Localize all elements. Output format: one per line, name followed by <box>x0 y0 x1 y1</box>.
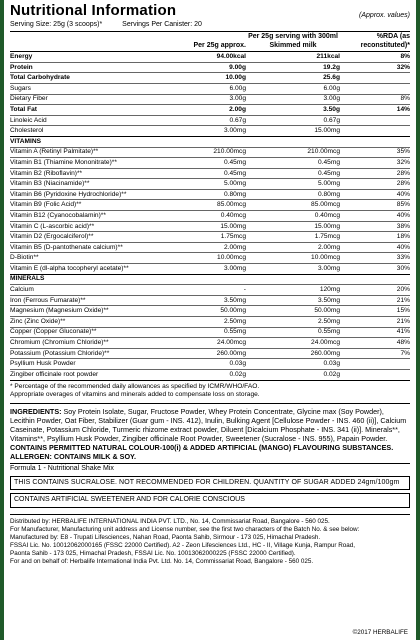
per25-milk-value: 24.00mcg <box>311 339 340 347</box>
rda-value: 7% <box>400 349 410 357</box>
per25-value: 15.00mg <box>220 222 246 230</box>
per25-value: 0.45mg <box>224 169 246 177</box>
per25-value: 3.00mg <box>224 264 246 272</box>
nutrient-name: Vitamin D2 (Ergocalciferol)** <box>10 233 94 241</box>
rda-value: 8% <box>400 95 410 103</box>
rda-value: 33% <box>396 254 410 262</box>
distributor-info <box>10 514 410 567</box>
per25-value: 0.03g <box>229 360 246 368</box>
nutrient-row <box>10 95 410 106</box>
per25-milk-value: 19.2g <box>323 63 340 71</box>
per25-value: 0.45mg <box>224 158 246 166</box>
distributor-line: For Manufacturer, Manufacturing unit address and License number, see the first two characters of the Batch No. & see below: <box>10 525 360 533</box>
rda-value: 18% <box>396 233 410 241</box>
per25-value: 9.00g <box>229 63 246 71</box>
nutrient-name: Iron (Ferrous Fumarate)** <box>10 296 86 304</box>
per25-value: 0.55mg <box>224 328 246 336</box>
nutrient-name: Vitamin B9 (Folic Acid)** <box>10 201 82 209</box>
nutrient-row <box>10 317 410 328</box>
per25-milk-value: 25.6g <box>323 74 340 82</box>
label-header <box>4 0 416 29</box>
nutrient-row <box>10 328 410 339</box>
nutrient-name: Linoleic Acid <box>10 116 47 124</box>
nutrient-name: Protein <box>10 63 33 71</box>
rda-value: 35% <box>396 148 410 156</box>
per25-value: 6.00g <box>229 84 246 92</box>
rda-value: 15% <box>396 307 410 315</box>
per25-milk-value: 211kcal <box>316 53 340 61</box>
serving-info <box>10 20 410 29</box>
nutrient-name: Zinc (Zinc Oxide)** <box>10 317 66 325</box>
nutrient-row <box>10 190 410 201</box>
label-title: Nutritional Information <box>10 2 177 19</box>
col-per25: Per 25g approx. <box>193 41 246 49</box>
per25-milk-value: 0.55mg <box>318 328 340 336</box>
ingredients-label: INGREDIENTS: <box>10 407 62 417</box>
per25-value: 10.00g <box>225 74 246 82</box>
rda-value: 32% <box>396 158 410 166</box>
per25-milk-value: 3.50mg <box>318 296 340 304</box>
per25-value: 3.50mg <box>224 296 246 304</box>
nutrient-name: Vitamin C (L-ascorbic acid)** <box>10 222 95 230</box>
per25-milk-value: 1.75mcg <box>314 233 340 241</box>
nutrient-row <box>10 253 410 264</box>
servings-per-canister: Servings Per Canister: 20 <box>122 21 202 28</box>
nutrient-row <box>10 306 410 317</box>
per25-value: 0.40mcg <box>220 211 246 219</box>
per25-value: 1.75mcg <box>220 233 246 241</box>
nutrient-name: Psyllium Husk Powder <box>10 360 76 368</box>
nutrient-name: Vitamin E (dl-alpha tocopheryl acetate)** <box>10 264 129 272</box>
nutrient-row <box>10 52 410 63</box>
per25-value: 0.02g <box>229 370 246 378</box>
per25-value: - <box>243 286 246 294</box>
nutrient-name: Potassium (Potassium Chloride)** <box>10 349 110 357</box>
per25-milk-value: 5.00mg <box>318 180 340 188</box>
nutrient-row <box>10 211 410 222</box>
nutrient-name: Zingiber officinale root powder <box>10 370 99 378</box>
col-per25-milk: Per 25g serving with 300ml Skimmed milk <box>248 33 338 49</box>
nutrient-row <box>10 285 410 296</box>
per25-value: 5.00mg <box>224 180 246 188</box>
formula-name: Formula 1 - Nutritional Shake Mix <box>10 463 410 473</box>
per25-value: 210.00mcg <box>213 148 246 156</box>
per25-milk-value: 120mg <box>319 286 340 294</box>
nutrient-name: Vitamin A (Retinyl Palmitate)** <box>10 148 99 156</box>
per25-milk-value: 0.02g <box>323 370 340 378</box>
column-headers <box>10 31 410 50</box>
nutrient-row <box>10 84 410 95</box>
nutrient-name: MINERALS <box>10 275 45 283</box>
rda-value: 41% <box>396 328 410 336</box>
nutrient-name: Vitamin B1 (Thiamine Mononitrate)** <box>10 158 117 166</box>
rda-value: 38% <box>396 222 410 230</box>
nutrient-name: Calcium <box>10 286 34 294</box>
nutrient-name: Cholesterol <box>10 127 44 135</box>
per25-value: 3.00mg <box>224 127 246 135</box>
per25-milk-value: 15.00mg <box>314 222 340 230</box>
nutrient-name: Vitamin B12 (Cyanocobalamin)** <box>10 211 106 219</box>
nutrient-row <box>10 222 410 233</box>
distributor-line: For and on behalf of: Herbalife International India Pvt. Ltd. No. 14, Commissariat Road, Bangalore - 560 025. <box>10 558 314 566</box>
per25-value: 0.67g <box>229 116 246 124</box>
per25-milk-value: 0.80mg <box>318 190 340 198</box>
per25-milk-value: 0.45mg <box>318 169 340 177</box>
per25-milk-value: 0.67g <box>323 116 340 124</box>
serving-size: Serving Size: 25g (3 scoops)* <box>10 21 103 28</box>
per25-milk-value: 85.00mcg <box>311 201 340 209</box>
rda-value: 28% <box>396 169 410 177</box>
nutrient-name: Vitamin B3 (Niacinamide)** <box>10 180 90 188</box>
nutrient-row <box>10 232 410 243</box>
per25-milk-value: 260.00mg <box>310 349 340 357</box>
nutrient-name: Dietary Fiber <box>10 95 48 103</box>
per25-value: 2.00g <box>229 105 246 113</box>
per25-milk-value: 2.00mg <box>318 243 340 251</box>
nutrient-name: Vitamin B2 (Riboflavin)** <box>10 169 83 177</box>
nutrient-name: D-Biotin** <box>10 254 39 262</box>
per25-milk-value: 15.00mg <box>314 127 340 135</box>
section-header <box>10 137 410 148</box>
per25-milk-value: 3.00mg <box>318 264 340 272</box>
per25-milk-value: 210.00mcg <box>307 148 340 156</box>
rda-value: 40% <box>396 243 410 251</box>
rda-value: 8% <box>400 53 410 61</box>
nutrient-row <box>10 179 410 190</box>
nutrient-row <box>10 105 410 116</box>
per25-value: 10.00mcg <box>217 254 246 262</box>
per25-value: 2.50mg <box>224 317 246 325</box>
per25-value: 2.00mg <box>224 243 246 251</box>
per25-value: 0.80mg <box>224 190 246 198</box>
nutrient-row <box>10 370 410 381</box>
nutrient-row <box>10 73 410 84</box>
nutrient-row <box>10 158 410 169</box>
nutrient-row <box>10 243 410 254</box>
ingredients-bold-note: CONTAINS PERMITTED NATURAL COLOUR-100(i) & ADDED ARTIFICIAL (MANGO) FLAVOURING SUBSTANCES. ALLERGEN: CONTAINS MILK & SOY. <box>10 443 394 462</box>
distributor-line: FSSAI Lic. No. 10012062000165 (FSSC 22000 Certified). A2 - Zeon Lifesciences Ltd., HC - II, Village Kunja, Rampur Road, <box>10 542 355 550</box>
distributor-line: Manufactured by: E8 - Trupati Lifesciences, Nahan Road, Paonta Sahib, Sirmour - 173 025, Himachal Pradesh. <box>10 533 321 541</box>
section-header <box>10 275 410 286</box>
rda-value: 14% <box>396 105 410 113</box>
nutrient-name: Total Carbohydrate <box>10 74 70 82</box>
rda-value: 32% <box>396 63 410 71</box>
ingredients-text: Soy Protein Isolate, Sugar, Fructose Powder, Whey Protein Concentrate, Glycine max (Soy Powder), Lecithin Powder, Oat Fiber, Stabilizer (Guar gum - INS. 412), Inulin, Bulking Agent [Cellulose Powder - INS. 460 (ii)], Calcium Caseinate, Potassium Chloride, Turmeric rhizome extract powder, Diluent [Dicalcium Phosphate - INS. 341 (ii)]. Minerals**, Vitamins**, Psyllium Husk Powder, Zingiber officinale Root Powder, Sweetener (Sucralose - INS. 955), Papain Powder. <box>10 407 407 444</box>
nutrient-name: Sugars <box>10 84 31 92</box>
nutrient-name: Copper (Copper Gluconate)** <box>10 328 97 336</box>
nutrient-row <box>10 200 410 211</box>
distributor-line: Distributed by: HERBALIFE INTERNATIONAL INDIA PVT. LTD., No. 14, Commissariat Road, Bangalore - 560 025. <box>10 517 330 525</box>
sweetener-warning: CONTAINS ARTIFICIAL SWEETENER AND FOR CALORIE CONSCIOUS <box>10 493 410 507</box>
nutrient-row <box>10 63 410 74</box>
per25-value: 260.00mg <box>216 349 246 357</box>
nutrient-row <box>10 264 410 275</box>
footnotes <box>10 383 410 400</box>
per25-milk-value: 0.03g <box>323 360 340 368</box>
per25-value: 85.00mcg <box>217 201 246 209</box>
rda-value: 21% <box>396 296 410 304</box>
per25-milk-value: 10.00mcg <box>311 254 340 262</box>
rda-value: 30% <box>396 264 410 272</box>
rda-value: 40% <box>396 190 410 198</box>
per25-value: 24.00mcg <box>217 339 246 347</box>
rda-value: 20% <box>396 286 410 294</box>
sucralose-warning: THIS CONTAINS SUCRALOSE. NOT RECOMMENDED FOR CHILDREN. QUANTITY OF SUGAR ADDED 24gm/100gm <box>10 476 410 490</box>
rda-value: 85% <box>396 201 410 209</box>
distributor-line: Paonta Sahib - 173 025, Himachal Pradesh, FSSAI Lic. No. 10013062000225 (FSSC 22000 Certified). <box>10 550 296 558</box>
rda-value: 28% <box>396 180 410 188</box>
nutrient-name: VITAMINS <box>10 137 42 145</box>
nutrient-row <box>10 169 410 180</box>
rda-value: 21% <box>396 317 410 325</box>
nutrient-row <box>10 126 410 137</box>
nutrient-name: Vitamin B6 (Pyridoxine Hydrochloride)** <box>10 190 127 198</box>
per25-milk-value: 0.40mcg <box>314 211 340 219</box>
nutrient-row <box>10 359 410 370</box>
copyright: ©2017 HERBALIFE <box>352 629 408 637</box>
approx-note: (Approx. values) <box>359 11 410 19</box>
nutrient-row <box>10 296 410 307</box>
per25-value: 3.00g <box>229 95 246 103</box>
footnote-overage: Appropriate overages of vitamins and minerals added to compensate loss on storage. <box>10 391 260 399</box>
per25-value: 94.00kcal <box>216 53 246 61</box>
nutrient-name: Energy <box>10 53 33 61</box>
per25-milk-value: 6.00g <box>323 84 340 92</box>
per25-milk-value: 0.45mg <box>318 158 340 166</box>
rda-value: 40% <box>396 211 410 219</box>
nutrient-table <box>10 51 410 380</box>
col-rda: %RDA (as reconstituted)* <box>360 33 410 49</box>
nutrient-name: Chromium (Chromium Chloride)** <box>10 339 109 347</box>
nutrient-name: Magnesium (Magnesium Oxide)** <box>10 307 109 315</box>
per25-milk-value: 50.00mg <box>314 307 340 315</box>
ingredients-block <box>10 403 410 461</box>
nutrient-name: Vitamin B5 (D-pantothenate calcium)** <box>10 243 123 251</box>
per25-value: 50.00mg <box>220 307 246 315</box>
nutrient-row <box>10 116 410 127</box>
per25-milk-value: 3.50g <box>323 105 340 113</box>
per25-milk-value: 3.00g <box>323 95 340 103</box>
nutrient-row <box>10 349 410 360</box>
footnote-rda: * Percentage of the recommended daily allowances as specified by ICMR/WHO/FAO. <box>10 382 260 390</box>
nutrient-name: Total Fat <box>10 105 37 113</box>
nutrient-row <box>10 338 410 349</box>
nutrient-row <box>10 148 410 159</box>
rda-value: 48% <box>396 339 410 347</box>
per25-milk-value: 2.50mg <box>318 317 340 325</box>
